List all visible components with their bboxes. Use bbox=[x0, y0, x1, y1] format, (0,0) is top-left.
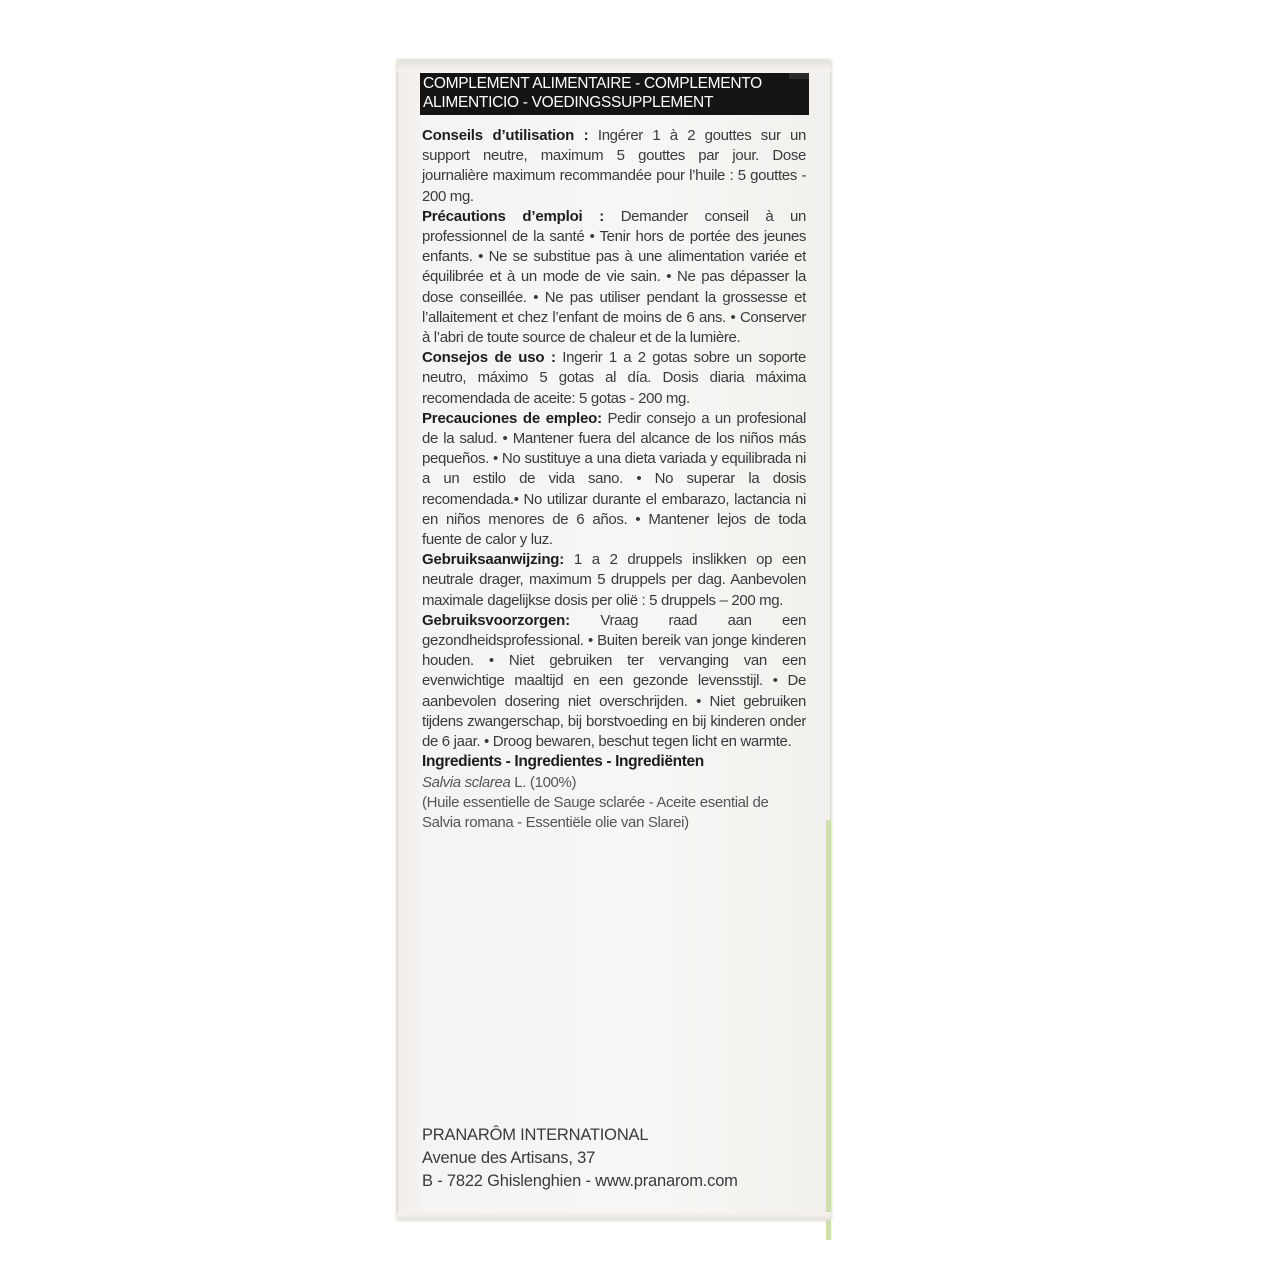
banner-corner bbox=[789, 73, 809, 79]
banner-line-2: ALIMENTICIO - VOEDINGSSUPPLEMENT bbox=[423, 94, 714, 111]
banner-line-1: COMPLEMENT ALIMENTAIRE - COMPLEMENTO bbox=[423, 75, 762, 92]
section-usage-fr bbox=[422, 126, 806, 207]
latin-name: Salvia sclarea bbox=[422, 773, 511, 791]
box-bottom-edge bbox=[397, 1212, 831, 1220]
green-side-stripe bbox=[826, 820, 831, 1240]
section-precautions-es bbox=[422, 409, 806, 550]
section-body: 1 a 2 druppels inslikken op een neutrale drager, maximum 5 druppels per dag. Aanbevolen maximale dagelijkse dosis per olië : 5 druppels – 200 mg. bbox=[422, 551, 806, 609]
box-top-edge bbox=[397, 60, 831, 72]
ingredients-description: (Huile essentielle de Sauge sclarée - Aceite esential de Salvia romana - Essentiële olie van Slarei) bbox=[422, 793, 769, 831]
section-precautions-nl bbox=[422, 611, 806, 752]
section-body: Vraag raad aan een gezondheidsprofessional. • Buiten bereik van jonge kinderen houden. • Niet gebruiken ter vervanging van een evenwichtige maaltijd en een gezonde levensstijl. • De aanbevolen dosering niet overschrijden. • Niet gebruiken tijdens zwangerschap, bij borstvoeding en bij kinderen onder de 6 jaar. • Droog bewaren, beschut tegen licht en warmte. bbox=[422, 611, 806, 751]
section-usage-es bbox=[422, 348, 806, 409]
section-body: Pedir consejo a un profesional de la salud. • Mantener fuera del alcance de los niños más pequeños. • No sustituye a una dieta variada y equilibrada ni a un estilo de vida sano. • No superar la dosis recomendada.• No utilizar durante el embarazo, lactancia ni en niños menores de 6 años. • Mantener lejos de toda fuente de calor y luz. bbox=[422, 409, 806, 549]
company-name: PRANARÔM INTERNATIONAL bbox=[422, 1126, 649, 1144]
section-body: Demander conseil à un professionnel de la santé • Tenir hors de portée des jeunes enfants. • Ne se substitue pas à une alimentation variée et équilibrée et à un mode de vie sain. • Ne pas dépasser la dose conseillée. • Ne pas utiliser pendant la grossesse et l’allaitement et chez l’enfant de moins de 6 ans. • Conserver à l’abri de toute source de chaleur et de la lumière. bbox=[422, 207, 806, 347]
manufacturer-address bbox=[422, 1124, 812, 1193]
section-heading: Gebruiksvoorzorgen: bbox=[422, 611, 570, 629]
section-heading: Precauciones de empleo: bbox=[422, 409, 602, 427]
ingredients-title: Ingredients - Ingredientes - Ingrediënten bbox=[422, 753, 704, 771]
section-body: Ingérer 1 à 2 gouttes sur un support neutre, maximum 5 gouttes par jour. Dose journalière maximum recommandée pour l’huile : 5 gouttes - 200 mg. bbox=[422, 127, 806, 205]
section-body: Ingerir 1 a 2 gotas sobre un soporte neutro, máximo 5 gotas al día. Dosis diaria máxima recomendada de aceite: 5 gotas - 200 mg. bbox=[422, 349, 806, 407]
section-usage-nl bbox=[422, 550, 806, 611]
section-heading: Précautions d’emploi : bbox=[422, 207, 605, 225]
section-precautions-fr bbox=[422, 207, 806, 348]
label-text bbox=[422, 126, 806, 833]
section-heading: Consejos de uso : bbox=[422, 349, 556, 367]
section-heading: Conseils d’utilisation : bbox=[422, 127, 589, 144]
supplement-banner bbox=[420, 73, 809, 115]
city-website: B - 7822 Ghislenghien - www.pranarom.com bbox=[422, 1172, 738, 1190]
product-box-back bbox=[397, 60, 831, 1220]
ingredients-latin bbox=[422, 773, 806, 793]
latin-suffix: L. (100%) bbox=[510, 773, 577, 791]
street-address: Avenue des Artisans, 37 bbox=[422, 1149, 596, 1167]
section-heading: Gebruiksaanwijzing: bbox=[422, 551, 565, 569]
